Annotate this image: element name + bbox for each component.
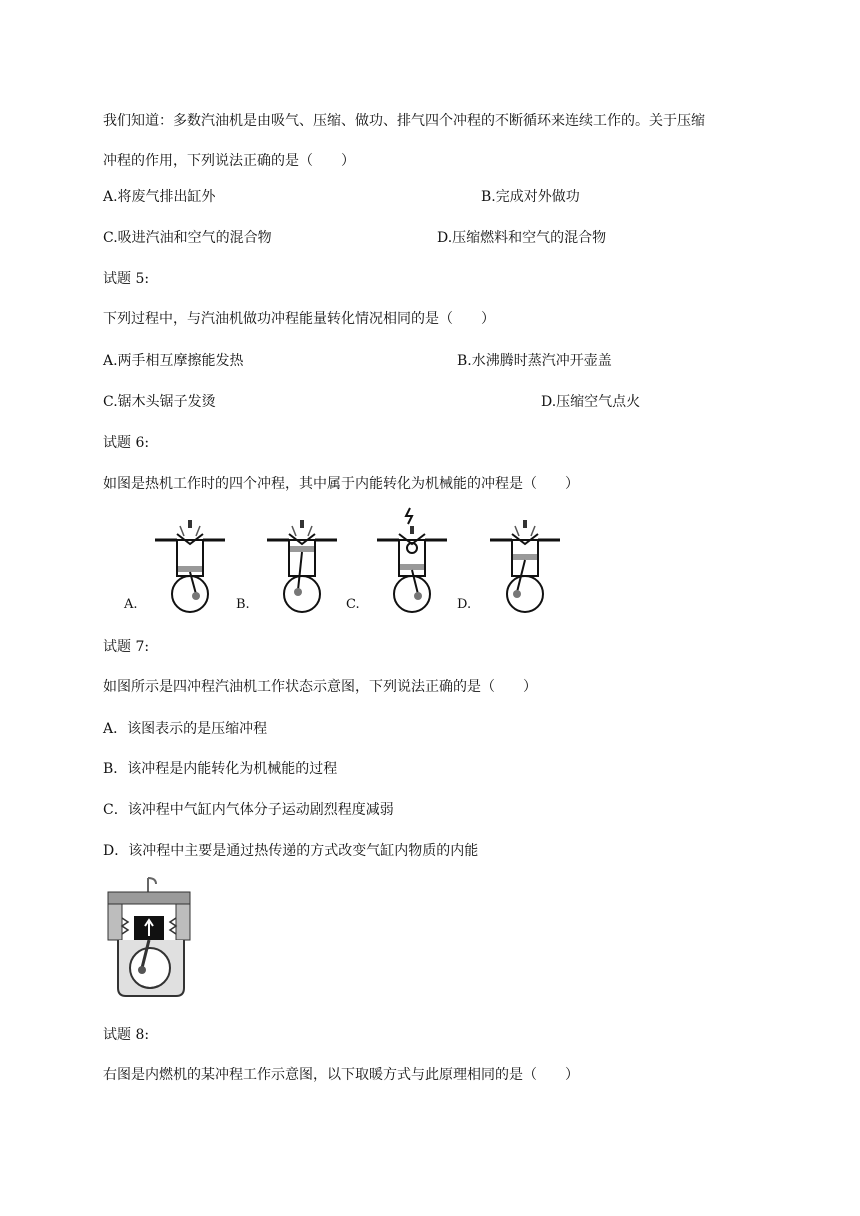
q6-title: 试题 6: [103,435,150,451]
q7-option-c: C．该冲程中气缸内气体分子运动剧烈程度减弱 [103,802,394,818]
q7-option-d: D．该冲程中主要是通过热传递的方式改变气缸内物质的内能 [103,843,479,859]
q4-stem-line2: 冲程的作用，下列说法正确的是（ ） [103,153,355,169]
engine-stroke-d-diagram [485,518,565,614]
q6-label-d: D. [457,597,472,612]
q7-stem: 如图所示是四冲程汽油机工作状态示意图，下列说法正确的是（ ） [103,679,537,695]
q5-option-c: C.锯木头锯子发烫 [103,394,216,410]
q5-option-a: A.两手相互摩擦能发热 [103,353,244,369]
q6-label-a: A. [124,597,138,612]
q4-option-d: D.压缩燃料和空气的混合物 [437,230,607,246]
q4-option-a: A.将废气排出缸外 [103,189,216,205]
q5-stem: 下列过程中，与汽油机做功冲程能量转化情况相同的是（ ） [103,311,495,327]
q7-title: 试题 7: [103,639,150,655]
q7-option-a: A．该图表示的是压缩冲程 [103,721,268,737]
q5-option-d: D.压缩空气点火 [541,394,641,410]
q5-title: 试题 5: [103,271,150,287]
q5-option-b: B.水沸腾时蒸汽冲开壶盖 [457,353,612,369]
engine-stroke-b-diagram [262,518,342,614]
q6-label-c: C. [346,597,360,612]
q4-option-c: C.吸进汽油和空气的混合物 [103,230,272,246]
q7-option-b: B．该冲程是内能转化为机械能的过程 [103,761,338,777]
q8-stem: 右图是内燃机的某冲程工作示意图，以下取暖方式与此原理相同的是（ ） [103,1067,579,1083]
q6-stem: 如图是热机工作时的四个冲程，其中属于内能转化为机械能的冲程是（ ） [103,476,579,492]
q8-title: 试题 8: [103,1027,150,1043]
engine-stroke-a-diagram [150,518,230,614]
q6-label-b: B. [236,597,250,612]
engine-stroke-c-diagram [372,508,452,614]
q4-stem-line1: 我们知道：多数汽油机是由吸气、压缩、做功、排气四个冲程的不断循环来连续工作的。关于压缩 [103,113,705,129]
q4-option-b: B.完成对外做功 [481,189,580,205]
q7-engine-diagram [104,878,200,1000]
